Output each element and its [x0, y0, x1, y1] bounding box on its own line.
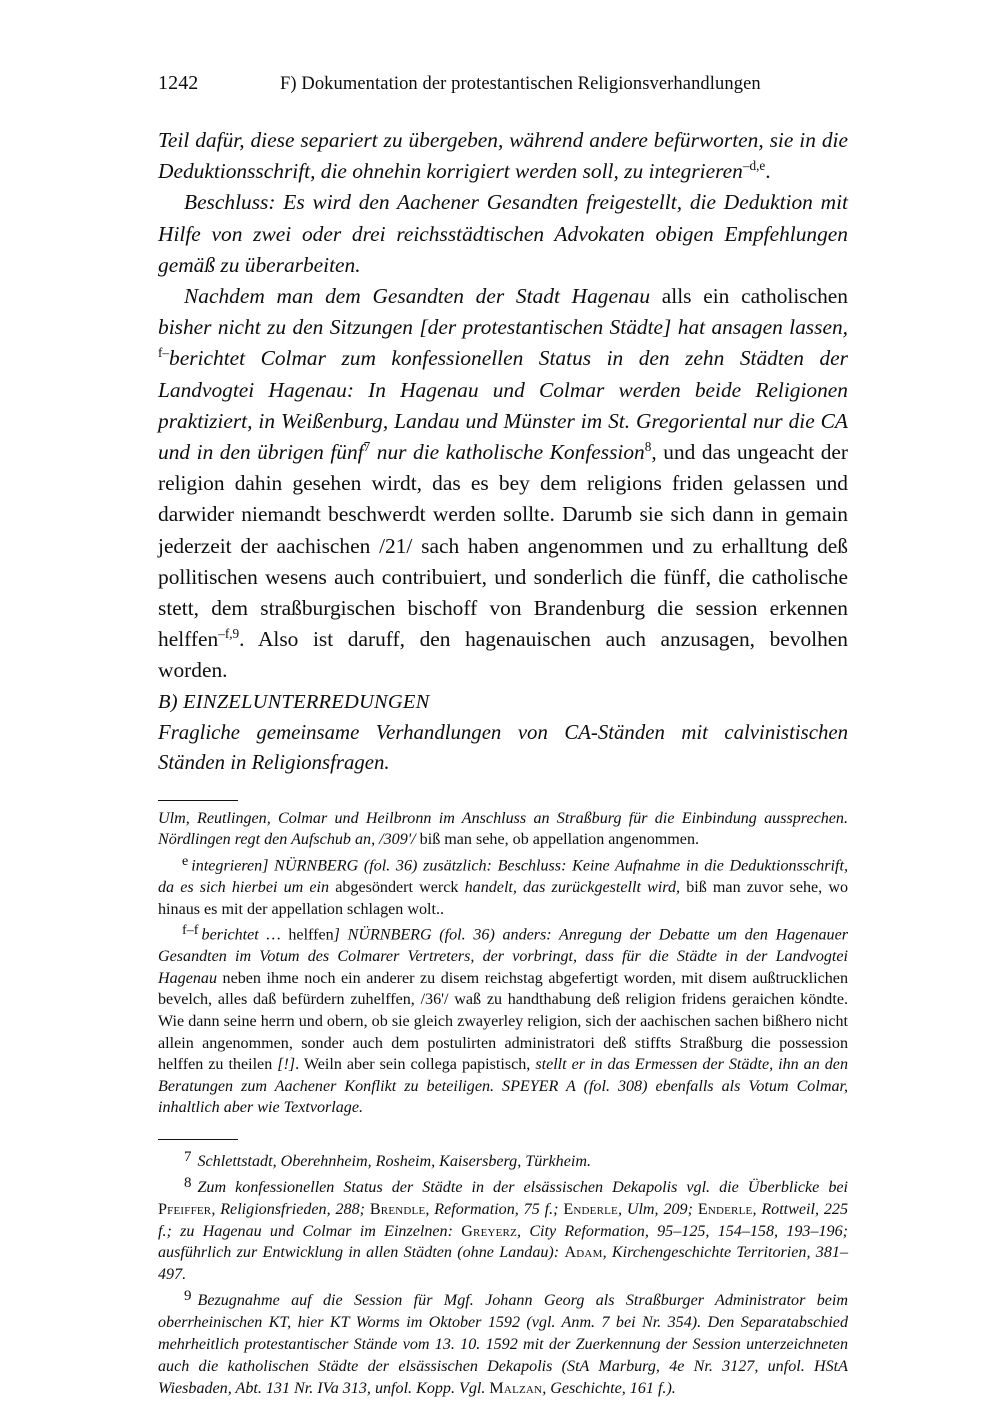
note-e-italic-2: handelt, das zurückgestellt wird,	[464, 879, 681, 897]
para-1-text: Teil dafür, diese separiert zu übergeben, während andere befürworten, sie in die Deduktionsschrift, die ohnehin korrigiert werden soll, zu integrieren	[158, 128, 848, 184]
note-e-roman-1: abgesöndert werck	[329, 879, 465, 897]
apparatus-marker-f-close: –f,9	[218, 626, 240, 642]
footnote-text-italic: , Geschichte, 161 f.).	[542, 1379, 676, 1397]
apparatus-marker-f-open: f–	[158, 345, 170, 361]
note-f-italic-1: berichtet …	[201, 926, 289, 944]
apparatus-cont-italic: Ulm, Reutlingen, Colmar und Heilbronn im Anschluss an Straßburg für die Einbindung aussprechen. Nördlingen regt den Aufschub an, /309'/	[158, 809, 848, 849]
footnote-item	[158, 1173, 848, 1286]
para-3-roman-2: , und das ungeacht der religion dahin gesehen wirdt, das es bey dem religions friden gelassen und darwider niemandt beschwerdt werden sollte. Darumb sie sich dann in gemain jederzeit der aachischen /21/ sach haben angenommen und zu erhalltung deß pollitischen wesens auch contribuiert, und sonderlich die fünff, die catholische stett, dem straßburgischen bischoff von Brandenburg die session erkennen helffen	[158, 440, 849, 652]
page-number: 1242	[158, 72, 199, 94]
footnote-number: 7	[184, 1148, 192, 1165]
para-3-roman-3: . Also ist daruff, den hagenauischen auch anzusagen, bevolhen worden.	[158, 627, 848, 683]
para-1-period: .	[765, 159, 771, 184]
note-e-roman-2: biß man zuvor sehe, wo hinaus es mit der appellation schlagen wolt..	[158, 879, 848, 918]
footnote-text-italic: , Reformation, 75 f.;	[425, 1200, 564, 1218]
footnote-apparatus	[158, 1139, 848, 1400]
apparatus-marker-de: –d,e	[742, 157, 766, 173]
footnote-item	[158, 1286, 848, 1399]
apparatus-rule	[158, 800, 238, 801]
footnote-text-italic: , Religionsfrieden, 288;	[211, 1200, 370, 1218]
footnote-number: 8	[184, 1174, 192, 1191]
note-e-italic-1: integrieren] NÜRNBERG (fol. 36) zusätzlich: Beschluss: Keine Aufnahme in die Deduktionsschrift, da es sich hierbei um ein	[158, 857, 848, 897]
footnote-author-name: Adam	[564, 1244, 603, 1262]
footnote-author-name: Greyerz	[461, 1222, 518, 1240]
section-heading: B) EINZELUNTERREDUNGEN	[158, 690, 430, 713]
apparatus-note-f	[158, 920, 848, 1119]
footnote-author-name: Brendle	[369, 1200, 426, 1218]
para-3-italic-3: berichtet Colmar zum konfessionellen Status in den zehn Städten der Landvogtei Hagenau: In Hagenau und Colmar werden beide Religionen praktiziert, in Weißenburg, Landau und Münster im St. Gregoriental nur die CA und in den übrigen fünf	[158, 346, 848, 465]
apparatus-note-e	[158, 851, 848, 920]
page-content	[158, 72, 848, 1400]
footnote-author-name: Enderle	[697, 1200, 753, 1218]
apparatus-marker-e: e	[182, 853, 189, 870]
footnote-ref-7: 7	[363, 438, 371, 454]
note-f-roman-3: . Weiln aber sein collega papistisch,	[295, 1056, 536, 1074]
paragraph-continuation	[158, 125, 848, 187]
note-f-roman-1: helffen	[288, 926, 334, 944]
footnote-text-italic: , Kirchengeschichte Territorien, 381–497.	[158, 1244, 848, 1284]
paragraph-nachdem	[158, 281, 848, 687]
apparatus-marker-ff: f–f	[182, 922, 199, 939]
footnote-author-name: Malzan	[489, 1379, 543, 1397]
apparatus-continuation	[158, 808, 848, 851]
running-head-title: F) Dokumentation der protestantischen Religionsverhandlungen	[280, 74, 761, 94]
footnote-text-italic: Schlettstadt, Oberehnheim, Rosheim, Kaisersberg, Türkheim.	[197, 1152, 591, 1170]
footnote-author-name: Pfeiffer	[158, 1200, 212, 1218]
regest-summary: Fragliche gemeinsame Verhandlungen von CA-Ständen mit calvinistischen Ständen in Religionsfragen.	[158, 720, 848, 774]
footnote-number: 9	[184, 1288, 192, 1305]
paragraph-beschluss	[158, 187, 848, 281]
note-f-italic-4: stellt er in das Ermessen der Städte, ihn an den Beratungen zum Aachener Konflikt zu beteiligen. SPEYER A (fol. 308) ebenfalls als Votum Colmar, inhaltlich aber wie Textvorlage.	[158, 1056, 848, 1117]
footnote-text-italic: , City Reformation, 95–125, 154–158, 193–196; ausführlich zur Entwicklung in allen Städten (ohne Landau):	[158, 1222, 848, 1262]
para-3-roman-1: alls ein catholischen	[650, 284, 848, 309]
footnote-text-italic: , Rottweil, 225 f.; zu Hagenau und Colmar im Einzelnen:	[158, 1200, 848, 1240]
footnote-ref-8: 8	[644, 438, 652, 454]
running-head	[158, 72, 848, 95]
footnote-text-italic: Zum konfessionellen Status der Städte in der elsässischen Dekapolis vgl. die Überblicke bei	[197, 1178, 848, 1196]
body-text	[158, 125, 848, 778]
note-f-roman-2: neben ihme noch ein anderer zu disem reichstag abgefertigt worden, mit disem außtrucklichen bevelch, alles daß befürdern zuhelffen, /36'/ waß zu handthabung deß religion fridens geraichen köndte. Wie dann seine herrn und obern, ob sie gleich zwayerley religion, sich der aachischen sachen bißhero nicht allein angenommen, sonder auch dem postulirten administratori deß stiffts Straßburg die possession helffen zu theilen	[158, 969, 848, 1074]
para-3-italic-4: nur die katholische Konfession	[370, 440, 645, 465]
footnote-text-italic: , Ulm, 209;	[617, 1200, 698, 1218]
para-3-italic-1: Nachdem man dem Gesandten der Stadt Hagenau	[184, 284, 651, 309]
footnote-author-name: Enderle	[563, 1200, 618, 1218]
footnote-list	[158, 1147, 848, 1400]
note-f-italic-3: [!]	[277, 1056, 296, 1074]
footnote-rule	[158, 1139, 238, 1140]
apparatus-cont-roman: biß man sehe, ob appellation angenommen.	[415, 831, 700, 849]
footnote-text-italic: Bezugnahme auf die Session für Mgf. Johann Georg als Straßburger Administrator beim oberrheinischen KT, hier KT Worms im Oktober 1592 (vgl. Anm. 7 bei Nr. 354). Den Separatabschied mehrheitlich protestantischer Stände vom 13. 10. 1592 mit der Zuerkennung der Session unterzeichneten auch die katholischen Städte der elsässischen Dekapolis (StA Marburg, 4e Nr. 3127, unfol. HStA Wiesbaden, Abt. 131 Nr. IVa 313, unfol. Kopp. Vgl.	[158, 1292, 848, 1397]
footnote-item	[158, 1147, 848, 1173]
para-2-text: Beschluss: Es wird den Aachener Gesandten freigestellt, die Deduktion mit Hilfe von zwei oder drei reichsstädtischen Advokaten obigen Empfehlungen gemäß zu überarbeiten.	[158, 190, 848, 277]
textual-apparatus	[158, 800, 848, 1119]
para-3-italic-2: bisher nicht zu den Sitzungen [der protestantischen Städte] hat ansagen lassen,	[158, 315, 848, 340]
note-f-italic-2: ] NÜRNBERG (fol. 36) anders: Anregung der Debatte um den Hagenauer Gesandten im Votum des Colmarer Vertreters, der vorbringt, dass für die Städte in der Landvogtei Hagenau	[158, 926, 848, 987]
